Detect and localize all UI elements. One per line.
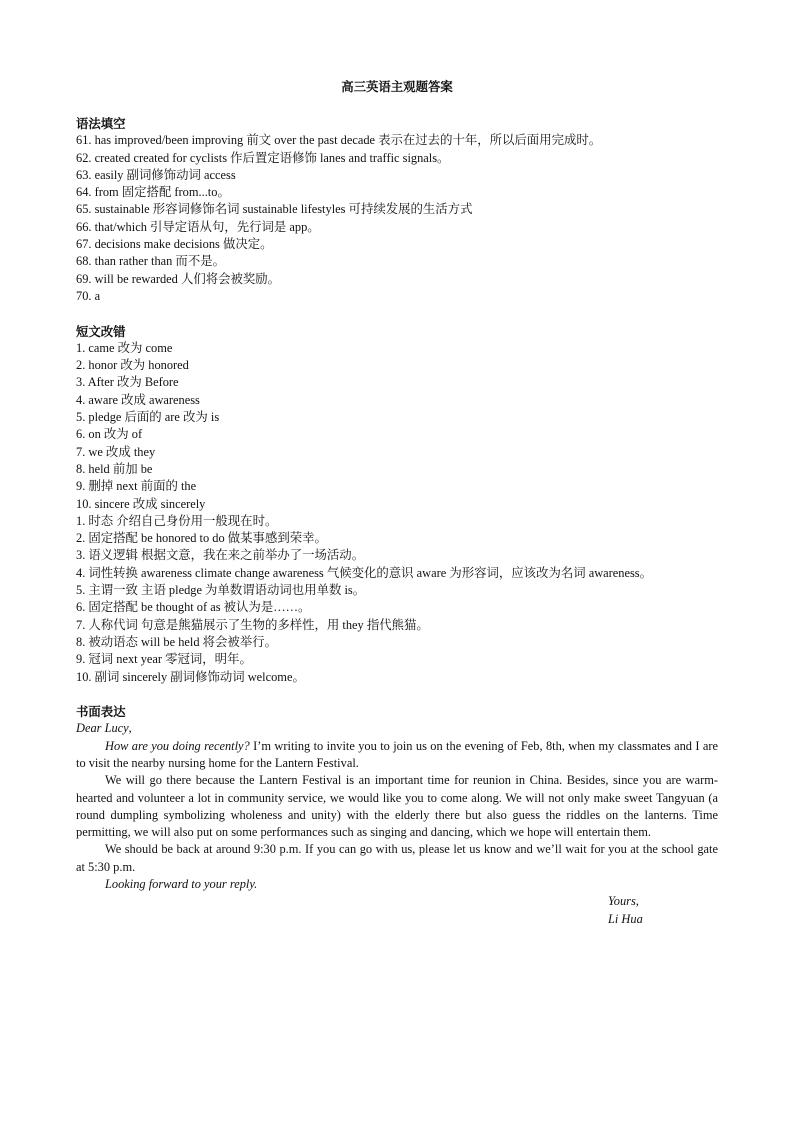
correction-note-3: 3. 语义逻辑 根据文意，我在来之前举办了一场活动。 [76,548,365,563]
correction-note-8: 8. 被动语态 will be held 将会被举行。 [76,634,277,649]
letter-opening-question: How are you doing recently? [105,738,250,753]
grammar-answer-61: 61. has improved/been improving 前文 over the past decade 表示在过去的十年，所以后面用完成时。 [76,133,602,148]
letter-paragraph-1-text: I’m writing to invite you to join us on the evening of Feb, 8th, when my classmates and I are to visit the nearby nursing home for the Lantern Festival. [76,738,719,770]
letter-salutation-comma: , [128,721,132,736]
grammar-answer-66: 66. that/which 引导定语从句，先行词是 app。 [76,219,320,234]
correction-note-10: 10. 副词 sincerely 副词修饰动词 welcome。 [76,669,305,684]
correction-answer-4: 4. aware 改成 awareness [76,392,200,407]
grammar-answer-63: 63. easily 副词修饰动词 access [76,167,236,182]
correction-note-9: 9. 冠词 next year 零冠词，明年。 [76,652,252,667]
grammar-answer-67: 67. decisions make decisions 做决定。 [76,237,273,252]
correction-answer-2: 2. honor 改为 honored [76,358,189,373]
correction-note-2: 2. 固定搭配 be honored to do 做某事感到荣幸。 [76,531,327,546]
sample-letter [76,720,718,928]
correction-note-5: 5. 主谓一致 主语 pledge 为单数谓语动词也用单数 is。 [76,583,366,598]
correction-explanation-list [76,513,718,686]
correction-answer-3: 3. After 改为 Before [76,375,179,390]
section-spacer [76,305,718,322]
section-heading-writing: 书面表达 [76,704,126,720]
correction-answer-10: 10. sincere 改成 sincerely [76,496,206,511]
letter-salutation-name: Dear Lucy [76,721,129,736]
correction-note-4: 4. 词性转换 awareness climate change awareness 气候变化的意识 aware 为形容词，应该改为名词 awareness。 [76,565,653,580]
letter-paragraph-1 [76,738,718,773]
letter-signature-name: Li Hua [608,911,643,926]
section-spacer [76,686,718,703]
letter-paragraph-3: We should be back at around 9:30 p.m. If you can go with us, please let us know and we’ll wait for you at the school gate at 5:30 p.m. [76,842,718,874]
grammar-answer-65: 65. sustainable 形容词修饰名词 sustainable lifestyles 可持续发展的生活方式 [76,202,473,217]
grammar-answer-62: 62. created created for cyclists 作后置定语修饰 lanes and traffic signals。 [76,150,450,165]
correction-answer-8: 8. held 前加 be [76,461,153,476]
correction-note-6: 6. 固定搭配 be thought of as 被认为是……。 [76,600,311,615]
letter-yours: Yours, [608,894,639,909]
page-title: 高三英语主观题答案 [341,79,453,94]
document-page [76,78,718,928]
correction-answer-6: 6. on 改为 of [76,427,143,442]
grammar-answer-64: 64. from 固定搭配 from...to。 [76,185,230,200]
correction-answer-list [76,340,718,513]
correction-note-7: 7. 人称代词 句意是熊猫展示了生物的多样性，用 they 指代熊猫。 [76,617,429,632]
letter-salutation [76,720,718,737]
grammar-answer-68: 68. than rather than 而不是。 [76,254,225,269]
grammar-answer-69: 69. will be rewarded 人们将会被奖励。 [76,271,281,286]
correction-note-1: 1. 时态 介绍自己身份用一般现在时。 [76,513,278,528]
letter-paragraph-2: We will go there because the Lantern Festival is an important time for reunion in China. Besides, since you are warm-hearted and volunteer a lot in community service, we would like you to come along. We will not only make sweet Tangyuan (a round dumpling symbolizing wholeness and unity) with the elderly there but also guess the riddles on the lanterns. Time permitting, we will also put on some performances such as singing and dancing, which we hope will entertain them. [76,773,718,840]
section-heading-correction: 短文改错 [76,323,126,339]
grammar-answer-70: 70. a [76,288,101,303]
correction-answer-7: 7. we 改成 they [76,444,156,459]
correction-answer-5: 5. pledge 后面的 are 改为 is [76,410,220,425]
grammar-answer-list [76,132,718,305]
correction-answer-1: 1. came 改为 come [76,340,173,355]
letter-closing: Looking forward to your reply. [105,877,258,892]
section-heading-grammar: 语法填空 [76,116,126,131]
correction-answer-9: 9. 删掉 next 前面的 the [76,479,197,494]
